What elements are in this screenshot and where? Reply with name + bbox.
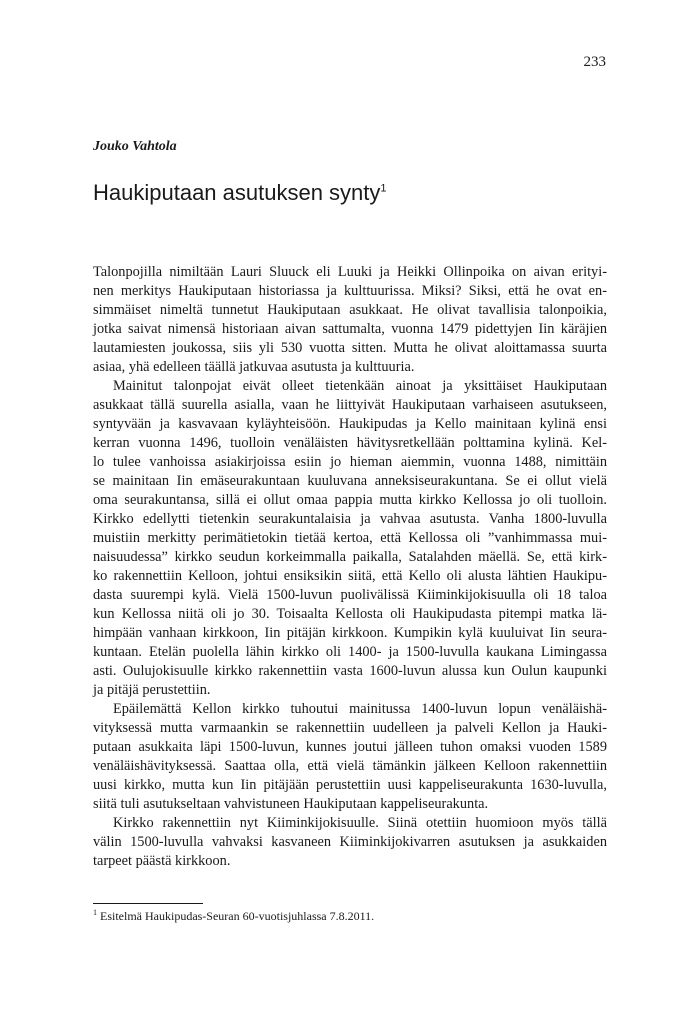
text-line: tarpeet päästä kirkkoon. (93, 853, 231, 869)
footnote (93, 908, 374, 924)
text-line: himpään vanhaan kirkkoon, Iin pitäjän kirkkoon. Kumpikin kylä kuuluivat Iin seura- (93, 625, 607, 641)
text-line: Kirkko edellytti tietenkin seurakuntalaisia ja vahvaa asutusta. Vanha 1800-luvulla (93, 511, 607, 527)
text-line: asti. Oulujokisuulle kirkko rakennettiin vasta 1600-luvun alussa kun Oulun kaupunki (93, 663, 607, 679)
text-line: oma seurakuntansa, sillä ei ollut omaa pappia mutta kirkko Kellossa jo oli tuolloin. (93, 492, 607, 508)
paragraph (93, 263, 607, 377)
article-body (93, 263, 607, 871)
text-line: ja pitäjä perustettiin. (93, 682, 211, 698)
text-line: vityksessä mutta varmaankin se rakennettiin uudelleen ja palveli Kellon ja Hauki- (93, 720, 607, 736)
text-line: Mainitut talonpojat eivät olleet tietenkään ainoat ja yksittäiset Haukiputaan (113, 378, 607, 394)
text-line: Epäilemättä Kellon kirkko tuhoutui mainitussa 1400-luvun lopun venäläishä- (113, 701, 607, 717)
text-line: kun Kellossa niitä oli jo 30. Toisaalta Kellosta oli Haukipudasta pitempi matka lä- (93, 606, 607, 622)
article-title (93, 180, 387, 206)
text-line: kerran vuonna 1496, tuolloin venäläisten hävitysretkellään polttamina kylinä. Kel- (93, 435, 607, 451)
text-line: naisuudessa” kirkko seudun korkeimmalla paikalla, Satalahden mäellä. Se, että kirk- (93, 549, 607, 565)
page-number: 233 (583, 54, 606, 70)
paragraph (93, 700, 607, 814)
text-line: simmäiset nimeltä tunnetut Haukiputaan asukkaat. He olivat tavallisia talonpoikia, (93, 302, 607, 318)
paragraph (93, 377, 607, 700)
text-line: dasta suurempi kylä. Vielä 1500-luvun puolivälissä Kiiminkijokisuulla oli 18 taloa (93, 587, 607, 603)
text-line: välin 1500-luvulla vahvaksi kasvaneen Kiiminkijokivarren asutuksen ja asukkaiden (93, 834, 607, 850)
title-text: Haukiputaan asutuksen synty (93, 180, 381, 205)
paragraph (93, 814, 607, 871)
text-line: asukkaat tällä suurella asialla, vaan he liittyivät Haukiputaan varhaiseen asutukseen, (93, 397, 607, 413)
text-line: asiaa, yhä edelleen täällä jatkuvaa asutusta ja kulttuuria. (93, 359, 415, 375)
author-name: Jouko Vahtola (93, 139, 177, 154)
text-line: jotka saivat nimensä historiaan aivan sattumalta, vuonna 1479 pidettyjen Iin käräjien (93, 321, 607, 337)
title-footnote-mark: 1 (380, 182, 387, 195)
text-line: syntyvään ja kasvavaan kyläyhteisöön. Haukipudas ja Kello mainitaan kylinä ensi (93, 416, 607, 432)
text-line: ko rakennettiin Kelloon, johtui ensiksikin siitä, että Kello oli alusta lähtien Haukipu- (93, 568, 607, 584)
text-line: nen merkitys Haukiputaan historiassa ja kulttuurissa. Miksi? Siksi, että he ovat en- (93, 283, 607, 299)
footnote-mark: 1 (93, 908, 97, 917)
text-line: siitä tuli asutukseltaan vahvistuneen Haukiputaan kappeliseurakunta. (93, 796, 489, 812)
text-line: venäläishävityksessä. Saattaa olla, että vielä tämänkin jälkeen Kelloon rakennettiin (93, 758, 607, 774)
footnote-text: Esitelmä Haukipudas-Seuran 60-vuotisjuhlassa 7.8.2011. (100, 909, 375, 923)
text-line: putaan asukkaita läpi 1500-luvun, kunnes joutui jälleen tuhon omaksi vuoden 1589 (93, 739, 607, 755)
text-line: se mainitaan Iin emäseurakuntaan kuuluvana anneksiseurakuntana. Se ei ollut vielä (93, 473, 607, 489)
text-line: Talonpojilla nimiltään Lauri Sluuck eli Luuki ja Heikki Ollinpoika on aivan erityi- (93, 264, 607, 280)
footnote-divider (93, 903, 203, 904)
text-line: lo tulee vanhoissa asiakirjoissa esiin jo hieman aiemmin, vuonna 1488, nimittäin (93, 454, 607, 470)
text-line: uusi kirkko, mutta kun Iin pitäjään perustettiin uusi kappeliseurakunta 1630-luvulla, (93, 777, 607, 793)
text-line: lautamiesten joukossa, siis yli 530 vuotta sitten. Mutta he olivat aloittamassa suurta (93, 340, 607, 356)
text-line: muistiin merkitty perimätietokin tietää kertoa, että Kellossa oli ”vanhimmassa mui- (93, 530, 607, 546)
text-line: kuntaan. Etelän puolella lähin kirkko oli 1400- ja 1500-luvulla kaukana Limingassa (93, 644, 607, 660)
text-line: Kirkko rakennettiin nyt Kiiminkijokisuulle. Siinä otettiin huomioon myös tällä (113, 815, 607, 831)
